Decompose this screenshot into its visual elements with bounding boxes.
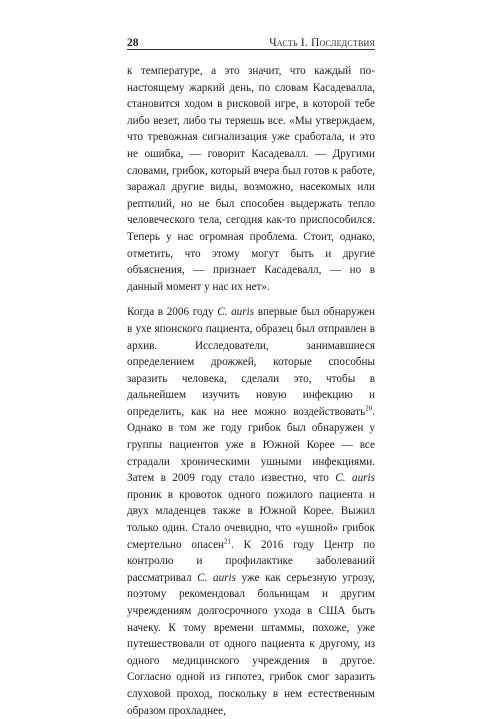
species-name: C. auris xyxy=(217,306,255,319)
text-run: . Однако в том же году грибок был обнаружен у группы пациентов уже в Южной Корее — все страдали хроническими ушными инфекциями. Затем в 2009 году стало известно, что xyxy=(127,405,375,485)
running-title: Часть I. Последствия xyxy=(269,37,375,49)
text-run: Когда в 2006 году xyxy=(127,306,218,319)
species-name: C. auris xyxy=(197,571,236,584)
text-run: уже как серьезную угрозу, поэтому рекомендовал больницам и другим учреждениям долгосрочного ухода в США быть начеку. К тому времени штаммы, похоже, уже путешествовали от одного пациента к другому, из одного медицинского учреждения в другое. Согласно одной из гипотез, грибок смог заразить слуховой проход, поскольку в нем естественным образом прохладнее, xyxy=(127,571,375,717)
body-text xyxy=(127,63,375,719)
text-run: проник в кровоток одного пожилого пациента и двух младенцев также в Южной Корее. Выжил только один. Стало очевидно, что «ушной» грибок смертельно опасен xyxy=(127,488,375,551)
text-run: к температуре, а это значит, что каждый по-настоящему жаркий день, по словам Касадевалла, становится ходом в рисковой игре, в которой тебе либо везет, либо ты теряешь все. «Мы утверждаем, что тревожная сигнализация уже сработала, и это не ошибка, — говорит Касадевалл. — Другими словами, грибок, который вчера был готов к работе, заражал другие виды, возможно, насекомых или рептилий, но не был способен выдержать тепло человеческого тела, сегодня как-то приспособился. Теперь у нас огромная проблема. Стоит, однако, отметить, что этому могут быть и другие объяснения, — признает Касадевалл, — но в данный момент у нас их нет». xyxy=(127,65,375,293)
species-name: C. auris xyxy=(335,472,375,485)
paragraph xyxy=(127,63,375,295)
text-run: впервые был обнаружен в ухе японского пациента, образец был отправлен в архив. Исследователи, занимавшиеся определением дрожжей, которые способны заразить человека, сделали это, чтобы в дальнейшем изучить новую инфекцию и определить, как на нее можно воздействовать xyxy=(127,306,375,418)
paragraph xyxy=(127,304,375,719)
text-run: . К 2016 году Центр по контролю и профилактике заболеваний рассматривал xyxy=(127,538,375,584)
footnote-ref: 20 xyxy=(365,404,373,413)
running-header xyxy=(127,31,375,50)
footnote-ref: 21 xyxy=(224,536,232,545)
page-number: 28 xyxy=(127,37,139,49)
